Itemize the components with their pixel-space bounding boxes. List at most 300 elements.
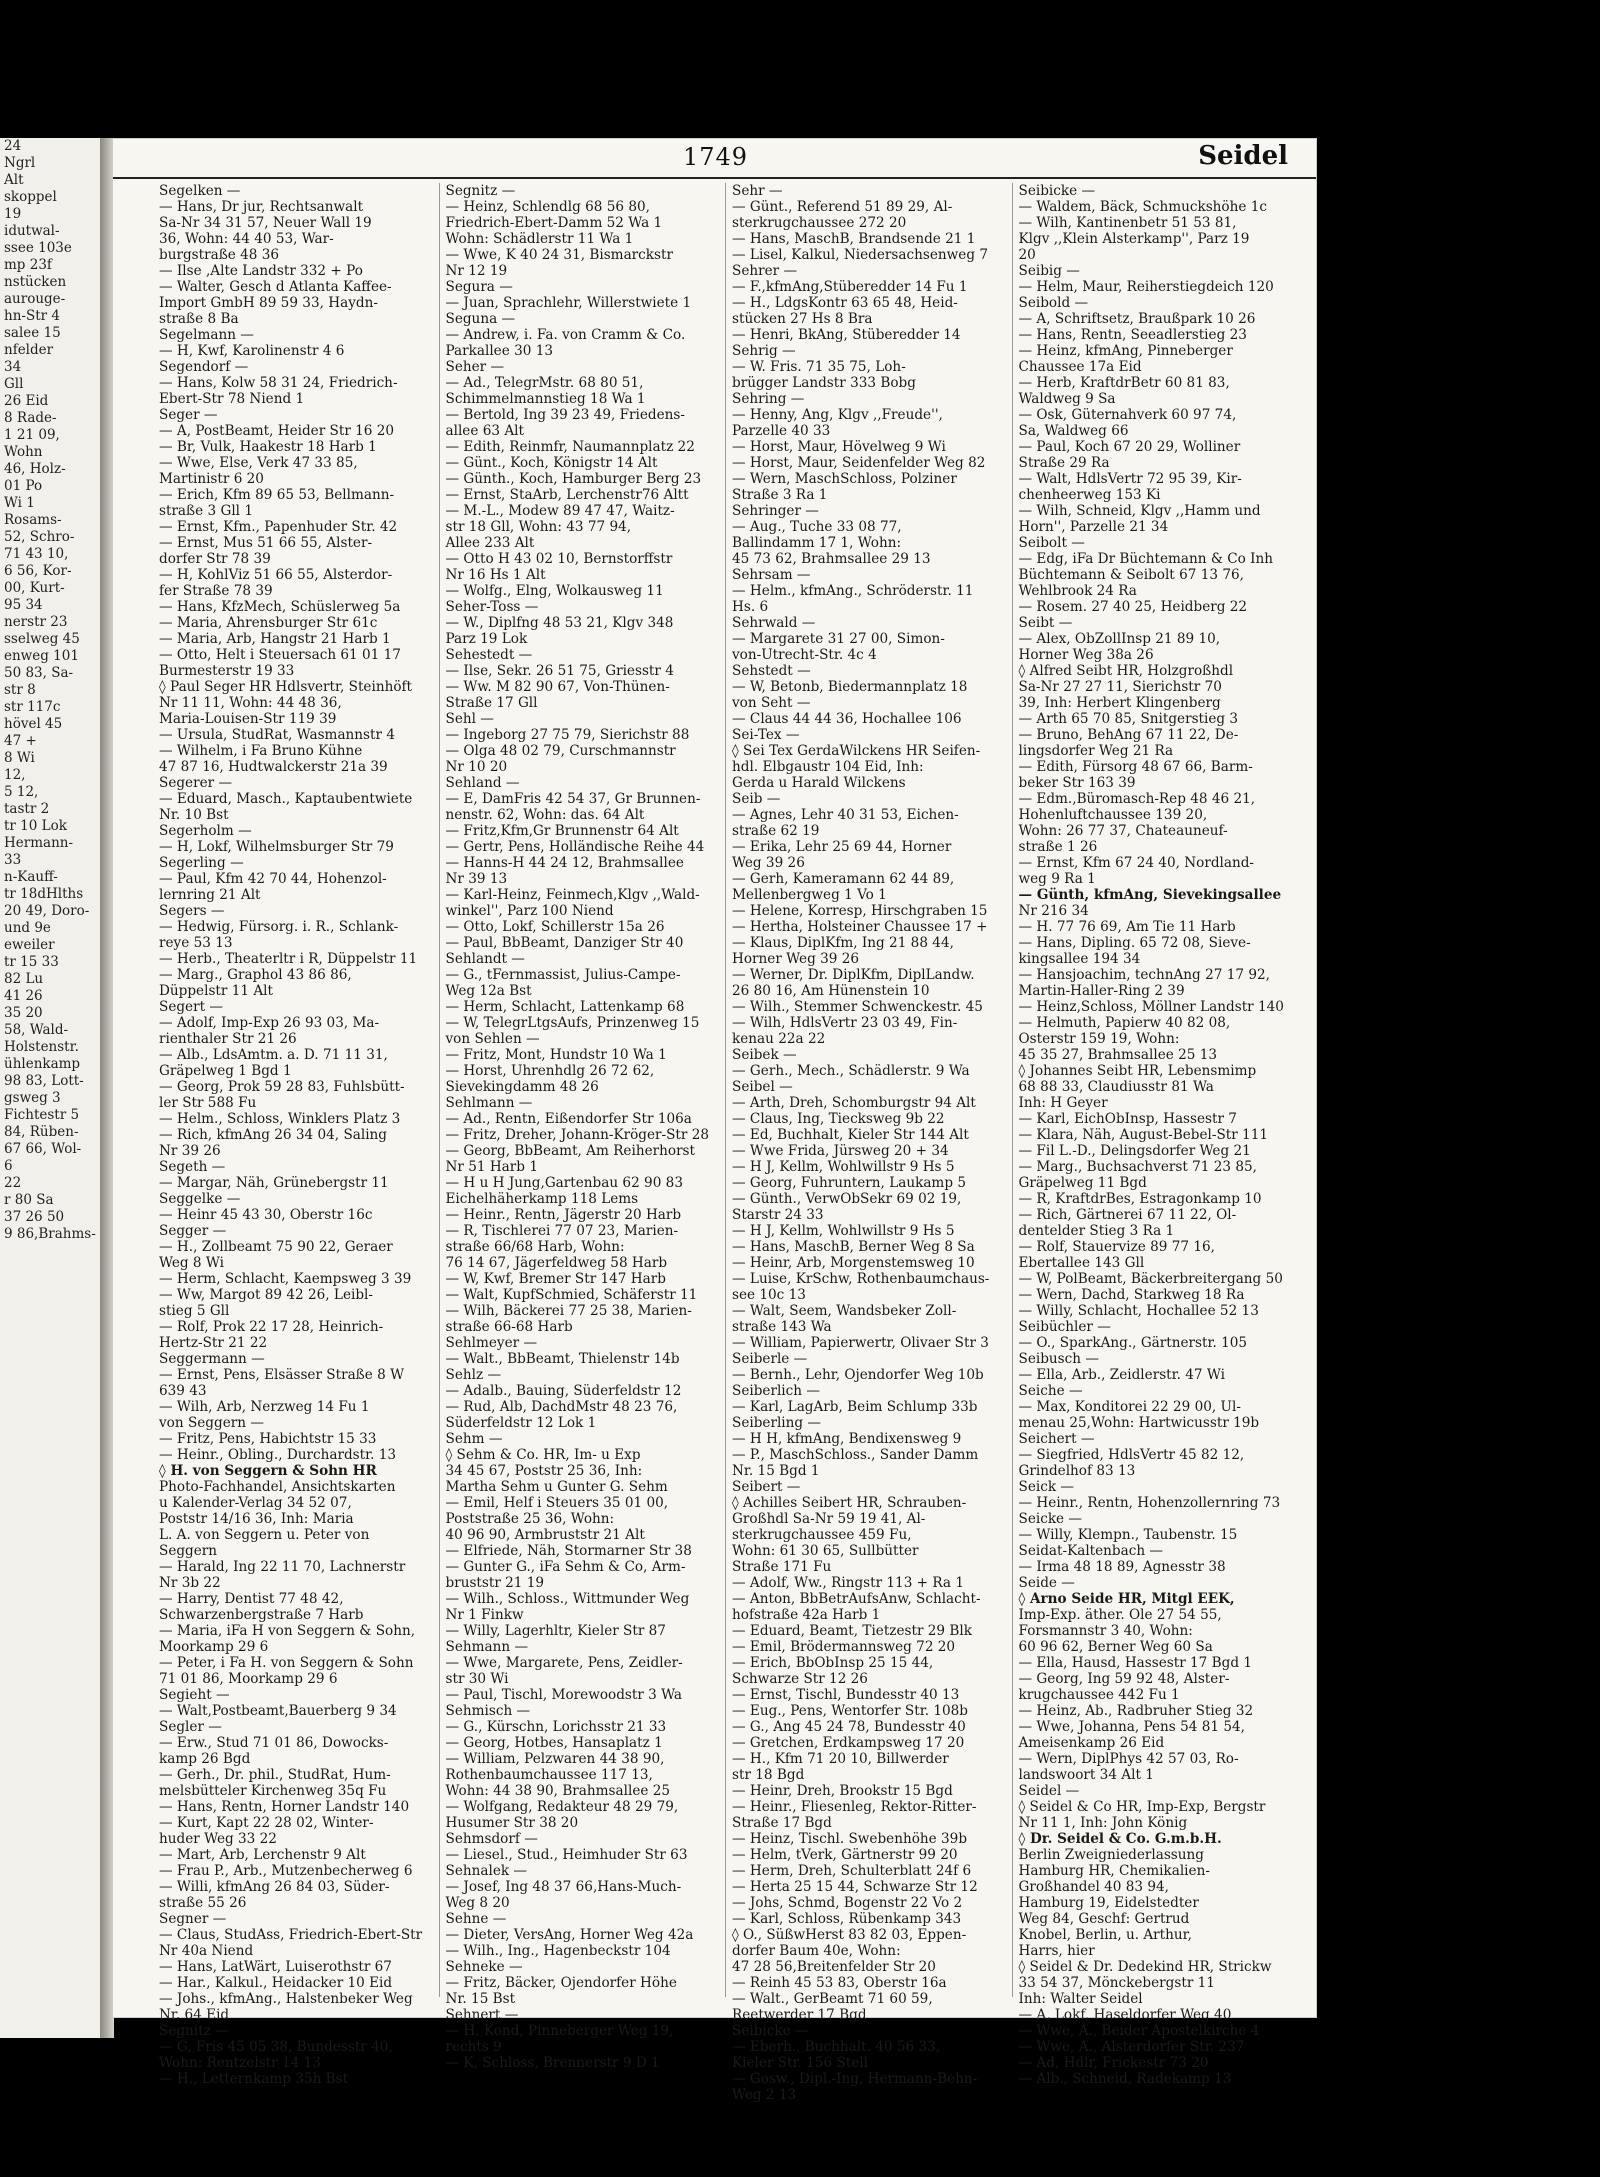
directory-entry: Sehland —: [445, 775, 520, 791]
left-page-line: 50 83, Sa-: [4, 665, 74, 681]
directory-entry: — Wern, DiplPhys 42 57 03, Ro-: [1018, 1751, 1239, 1767]
directory-entry: Seggelke —: [159, 1191, 241, 1207]
left-page-line: ssee 103e: [4, 240, 72, 256]
directory-entry: — Bernh., Lehr, Ojendorfer Weg 10b: [732, 1367, 984, 1383]
directory-entry: — R, KraftdrBes, Estragonkamp 10: [1018, 1191, 1262, 1207]
directory-entry: Sehrig —: [732, 343, 796, 359]
left-page-line: 5 12,: [4, 784, 39, 800]
directory-entry: — Adolf, Ww., Ringstr 113 + Ra 1: [732, 1575, 965, 1591]
directory-entry: — Paul, Kfm 42 70 44, Hohenzol-: [159, 871, 387, 887]
directory-entry: — Dieter, VersAng, Horner Weg 42a: [445, 1927, 694, 1943]
directory-entry: lingsdorfer Weg 21 Ra: [1018, 743, 1174, 759]
directory-entry: Segeth —: [159, 1159, 226, 1175]
directory-entry: — Otto, Lokf, Schillerstr 15a 26: [445, 919, 665, 935]
directory-entry: — Fritz,Kfm,Gr Brunnenstr 64 Alt: [445, 823, 679, 839]
directory-entry: — Fritz, Bäcker, Ojendorfer Höhe: [445, 1975, 677, 1991]
directory-entry: Nr 11 11, Wohn: 44 48 36,: [159, 695, 342, 711]
directory-entry: Segelmann —: [159, 327, 254, 343]
directory-entry: see 10c 13: [732, 1287, 806, 1303]
directory-entry: ler Str 588 Fu: [159, 1095, 257, 1111]
directory-entry: — H J, Kellm, Wohlwillstr 9 Hs 5: [732, 1223, 955, 1239]
directory-entry: — Walt,Postbeamt,Bauerberg 9 34: [159, 1703, 397, 1719]
directory-entry: — Ernst, Pens, Elsässer Straße 8 W: [159, 1367, 405, 1383]
directory-entry: Nr 51 Harb 1: [445, 1159, 538, 1175]
directory-entry: — Alb., LdsAmtm. a. D. 71 11 31,: [159, 1047, 388, 1063]
directory-entry: Büchtemann & Seibolt 67 13 76,: [1018, 567, 1244, 583]
directory-entry: stücken 27 Hs 8 Bra: [732, 311, 873, 327]
left-page-line: idutwal-: [4, 223, 60, 239]
directory-entry: — Anton, BbBetrAufsAnw, Schlacht-: [732, 1591, 981, 1607]
directory-entry: Wohn: 26 77 37, Chateauneuf-: [1018, 823, 1228, 839]
directory-entry: — Herb., Theaterltr i R, Düppelstr 11: [159, 951, 418, 967]
directory-entry: straße 55 26: [159, 1895, 247, 1911]
directory-entry: Sa, Waldweg 66: [1018, 423, 1129, 439]
directory-entry: — Hansjoachim, technAng 27 17 92,: [1018, 967, 1270, 983]
left-page-line: 12,: [4, 767, 26, 783]
left-page-line: 67 66, Wol-: [4, 1141, 82, 1157]
directory-entry: straße 1 26: [1018, 839, 1098, 855]
directory-entry: — Horst, Maur, Seidenfelder Weg 82: [732, 455, 986, 471]
directory-entry: — Wwe, A., Beider Apostelkirche 4: [1018, 2023, 1260, 2039]
directory-entry: — Henri, BkAng, Stüberedder 14: [732, 327, 961, 343]
directory-entry: Poststraße 25 36, Wohn:: [445, 1511, 615, 1527]
directory-entry: Straße 17 Gll: [445, 695, 538, 711]
directory-entry: 36, Wohn: 44 40 53, War-: [159, 231, 334, 247]
directory-entry: — Hans, MaschB, Brandsende 21 1: [732, 231, 976, 247]
directory-entry: Osterstr 159 19, Wohn:: [1018, 1031, 1180, 1047]
left-page-line: eweiler: [4, 937, 55, 953]
directory-entry: Wohn: 44 38 90, Brahmsallee 25: [445, 1783, 671, 1799]
left-page-line: 46, Holz-: [4, 461, 66, 477]
directory-entry: Segnitz —: [159, 2023, 229, 2039]
directory-entry: — W, TelegrLtgsAufs, Prinzenweg 15: [445, 1015, 700, 1031]
directory-entry: — Günth, kfmAng, Sievekingsallee: [1018, 887, 1282, 903]
directory-entry: sterkrugchaussee 459 Fu,: [732, 1527, 912, 1543]
directory-entry: — Ilse, Sekr. 26 51 75, Griesstr 4: [445, 663, 674, 679]
directory-entry: Imp-Exp. äther. Ole 27 54 55,: [1018, 1607, 1222, 1623]
directory-entry: — Ernst, StaArb, Lerchenstr76 Altt: [445, 487, 689, 503]
directory-entry: — Walter, Gesch d Atlanta Kaffee-: [159, 279, 392, 295]
directory-entry: — Heinz,Schloss, Möllner Landstr 140: [1018, 999, 1284, 1015]
directory-entry: — Walt., BbBeamt, Thielenstr 14b: [445, 1351, 680, 1367]
directory-entry: ◊ H. von Seggern & Sohn HR: [159, 1463, 377, 1479]
directory-entry: Knobel, Berlin, u. Arthur,: [1018, 1927, 1192, 1943]
directory-entry: — Adolf, Imp-Exp 26 93 03, Ma-: [159, 1015, 380, 1031]
directory-entry: — Karl-Heinz, Feinmech,Klgv ,,Wald-: [445, 887, 700, 903]
directory-entry: — Ilse ,Alte Landstr 332 + Po: [159, 263, 363, 279]
directory-entry: Klgv ,,Klein Alsterkamp'', Parz 19: [1018, 231, 1250, 247]
directory-entry: — Max, Konditorei 22 29 00, Ul-: [1018, 1399, 1241, 1415]
directory-entry: — Georg, Ing 59 92 48, Alster-: [1018, 1671, 1230, 1687]
directory-entry: — Emil, Helf i Steuers 35 01 00,: [445, 1495, 669, 1511]
directory-entry: — Hans, Dr jur, Rechtsanwalt: [159, 199, 364, 215]
directory-entry: Nr 10 20: [445, 759, 508, 775]
left-page-line: 8 Wi: [4, 750, 35, 766]
directory-entry: — Wwe, Margarete, Pens, Zeidler-: [445, 1655, 683, 1671]
directory-entry: — Walt, KupfSchmied, Schäferstr 11: [445, 1287, 698, 1303]
directory-entry: Seiberlich —: [732, 1383, 820, 1399]
directory-entry: — Georg, Hotbes, Hansaplatz 1: [445, 1735, 663, 1751]
directory-entry: — Agnes, Lehr 40 31 53, Eichen-: [732, 807, 959, 823]
directory-entry: — Erika, Lehr 25 69 44, Horner: [732, 839, 952, 855]
directory-entry: 76 14 67, Jägerfeldweg 58 Harb: [445, 1255, 668, 1271]
directory-entry: Berlin Zweigniederlassung: [1018, 1847, 1204, 1863]
directory-entry: — Alex, ObZollInsp 21 89 10,: [1018, 631, 1221, 647]
directory-entry: — Ella, Hausd, Hassestr 17 Bgd 1: [1018, 1655, 1253, 1671]
directory-entry: Gräpelweg 11 Bgd: [1018, 1175, 1147, 1191]
left-page-line: 01 Po: [4, 478, 43, 494]
directory-entry: Seiberling —: [732, 1415, 822, 1431]
directory-entry: melsbütteler Kirchenweg 35q Fu: [159, 1783, 387, 1799]
directory-entry: — Hans, Kolw 58 31 24, Friedrich-: [159, 375, 398, 391]
directory-entry: Reetwerder 17 Bgd: [732, 2007, 867, 2023]
scan-background: [1317, 0, 1600, 2177]
directory-entry: Seger —: [159, 407, 218, 423]
left-page-line: 95 34: [4, 597, 43, 613]
directory-entry: Seibt —: [1018, 615, 1073, 631]
left-page-line: 26 Eid: [4, 393, 49, 409]
directory-entry: Starstr 24 33: [732, 1207, 824, 1223]
directory-entry: Poststr 14/16 36, Inh: Maria: [159, 1511, 354, 1527]
directory-entry: straße 8 Ba: [159, 311, 239, 327]
directory-entry: Sehmann —: [445, 1639, 529, 1655]
left-page-line: hövel 45: [4, 716, 63, 732]
directory-entry: Gerda u Harald Wilckens: [732, 775, 906, 791]
directory-entry: 639 43: [159, 1383, 207, 1399]
left-page-line: Ngrl: [4, 155, 36, 171]
left-page-line: 35 20: [4, 1005, 43, 1021]
directory-column-2: [445, 183, 727, 2071]
directory-entry: Horn'', Parzelle 21 34: [1018, 519, 1169, 535]
left-page-line: sselweg 45: [4, 631, 80, 647]
directory-entry: Wohn: Rentzelstr 14 13: [159, 2055, 321, 2071]
directory-entry: — Wilh., Schloss., Wittmunder Weg: [445, 1591, 690, 1607]
directory-entry: — Mart, Arb, Lerchenstr 9 Alt: [159, 1847, 366, 1863]
directory-entry: — Ad, Hdlr, Frickestr 73 20: [1018, 2055, 1209, 2071]
directory-entry: — Günth., Koch, Hamburger Berg 23: [445, 471, 702, 487]
directory-entry: Harrs, hier: [1018, 1943, 1095, 1959]
directory-entry: Chaussee 17a Eid: [1018, 359, 1142, 375]
left-page-line: Gll: [4, 376, 24, 392]
directory-entry: Nr 1 Finkw: [445, 1607, 524, 1623]
directory-entry: 68 88 33, Claudiusstr 81 Wa: [1018, 1079, 1214, 1095]
directory-entry: Nr. 15 Bgd 1: [732, 1463, 820, 1479]
directory-entry: Parzelle 40 33: [732, 423, 831, 439]
header-rule: [113, 177, 1316, 179]
directory-entry: Seggern: [159, 1543, 218, 1559]
directory-entry: — F.,kfmAng,Stüberedder 14 Fu 1: [732, 279, 968, 295]
directory-entry: — Hans, Rentn, Seeadlerstieg 23: [1018, 327, 1247, 343]
directory-entry: — Bruno, BehAng 67 11 22, De-: [1018, 727, 1239, 743]
directory-entry: Seibolt —: [1018, 535, 1085, 551]
directory-entry: chenheerweg 153 Ki: [1018, 487, 1161, 503]
directory-entry: ◊ Arno Seide HR, Mitgl EEK,: [1018, 1591, 1235, 1607]
left-page-line: 82 Lu: [4, 971, 44, 987]
left-page-line: 22: [4, 1175, 22, 1191]
directory-entry: — Edg, iFa Dr Büchtemann & Co Inh: [1018, 551, 1274, 567]
directory-entry: Sehrwald —: [732, 615, 816, 631]
directory-entry: Inh: H Geyer: [1018, 1095, 1108, 1111]
directory-entry: — Irma 48 18 89, Agnesstr 38: [1018, 1559, 1226, 1575]
directory-entry: — Emil, Brödermannsweg 72 20: [732, 1639, 956, 1655]
directory-entry: Weg 8 20: [445, 1895, 510, 1911]
left-page-line: 41 26: [4, 988, 43, 1004]
directory-entry: — Gerh, Kameramann 62 44 89,: [732, 871, 955, 887]
directory-entry: — Waldem, Bäck, Schmuckshöhe 1c: [1018, 199, 1267, 215]
directory-entry: — Peter, i Fa H. von Seggern & Sohn: [159, 1655, 414, 1671]
directory-entry: Martha Sehm u Gunter G. Sehm: [445, 1479, 668, 1495]
directory-entry: — Fritz, Pens, Habichtstr 15 33: [159, 1431, 377, 1447]
directory-entry: — Wolfgang, Redakteur 48 29 79,: [445, 1799, 679, 1815]
directory-entry: — H., Letternkamp 35h Bst: [159, 2071, 349, 2087]
directory-entry: — Claus 44 44 36, Hochallee 106: [732, 711, 962, 727]
directory-entry: — Marg., Buchsachverst 71 23 85,: [1018, 1159, 1258, 1175]
directory-entry: — Elfriede, Näh, Stormarner Str 38: [445, 1543, 692, 1559]
directory-entry: — Josef, Ing 48 37 66,Hans-Much-: [445, 1879, 682, 1895]
directory-entry: Seiberle —: [732, 1351, 808, 1367]
directory-entry: L. A. von Seggern u. Peter von: [159, 1527, 370, 1543]
directory-entry: — Claus, Ing, Tiecksweg 9b 22: [732, 1111, 945, 1127]
directory-entry: kamp 26 Bgd: [159, 1751, 251, 1767]
directory-entry: — Günth., VerwObSekr 69 02 19,: [732, 1191, 962, 1207]
directory-entry: menau 25,Wohn: Hartwicusstr 19b: [1018, 1415, 1260, 1431]
directory-entry: von Sehlen —: [445, 1031, 540, 1047]
directory-entry: — Gretchen, Erdkampsweg 17 20: [732, 1735, 965, 1751]
directory-entry: von Seggern —: [159, 1415, 264, 1431]
left-page-line: 6: [4, 1158, 13, 1174]
directory-entry: Segner —: [159, 1911, 227, 1927]
directory-entry: — Rolf, Prok 22 17 28, Heinrich-: [159, 1319, 384, 1335]
left-page-line: Alt: [4, 172, 24, 188]
directory-entry: 33 54 37, Mönckebergstr 11: [1018, 1975, 1215, 1991]
directory-entry: 71 01 86, Moorkamp 29 6: [159, 1671, 338, 1687]
directory-entry: — Karl, EichObInsp, Hassestr 7: [1018, 1111, 1237, 1127]
left-page-line: r 80 Sa: [4, 1192, 54, 1208]
directory-entry: 47 87 16, Hudtwalckerstr 21a 39: [159, 759, 388, 775]
directory-entry: ◊ O., SüßwHerst 83 82 03, Eppen-: [732, 1927, 967, 1943]
directory-entry: — W. Fris. 71 35 75, Loh-: [732, 359, 906, 375]
directory-entry: Sehringer —: [732, 503, 819, 519]
directory-entry: — H, KohlViz 51 66 55, Alsterdor-: [159, 567, 393, 583]
directory-entry: — Willy, Lagerhltr, Kieler Str 87: [445, 1623, 666, 1639]
directory-entry: Sehnert —: [445, 2007, 519, 2023]
left-page-line: 00, Kurt-: [4, 580, 65, 596]
directory-entry: Hohenluftchaussee 139 20,: [1018, 807, 1208, 823]
directory-entry: Nr 216 34: [1018, 903, 1089, 919]
directory-columns: [159, 183, 1298, 2103]
left-page-line: ühlenkamp: [4, 1056, 81, 1072]
directory-entry: — Hans, LatWärt, Luiserothstr 67: [159, 1959, 392, 1975]
directory-entry: — Wwe Frida, Jürsweg 20 + 34: [732, 1143, 949, 1159]
left-page-line: Holstenstr.: [4, 1039, 79, 1055]
directory-entry: Seichert —: [1018, 1431, 1095, 1447]
directory-entry: Nr 12 19: [445, 263, 508, 279]
directory-entry: Seick —: [1018, 1479, 1074, 1495]
left-page-line: 9 86,Brahms-: [4, 1226, 96, 1242]
left-page-line: 24: [4, 138, 22, 154]
directory-entry: sterkrugchaussee 272 20: [732, 215, 907, 231]
directory-entry: — Günt., Referend 51 89 29, Al-: [732, 199, 953, 215]
directory-entry: Segerer —: [159, 775, 233, 791]
directory-entry: — Edith, Reinmfr, Naumannplatz 22: [445, 439, 695, 455]
left-page-line: hn-Str 4: [4, 308, 60, 324]
directory-entry: Segerholm —: [159, 823, 252, 839]
directory-entry: Sehlmeyer —: [445, 1335, 538, 1351]
directory-entry: — William, Papierwertr, Olivaer Str 3: [732, 1335, 989, 1351]
directory-entry: Photo-Fachhandel, Ansichtskarten: [159, 1479, 396, 1495]
directory-entry: Forsmannstr 3 40, Wohn:: [1018, 1623, 1193, 1639]
directory-entry: — Heinr., Fliesenleg, Rektor-Ritter-: [732, 1799, 977, 1815]
directory-entry: Segendorf —: [159, 359, 249, 375]
directory-entry: Segura —: [445, 279, 513, 295]
directory-entry: — Marg., Graphol 43 86 86,: [159, 967, 352, 983]
directory-entry: Burmesterstr 19 33: [159, 663, 295, 679]
directory-entry: — Georg, Fuhruntern, Laukamp 5: [732, 1175, 966, 1191]
directory-entry: Sehstedt —: [732, 663, 811, 679]
directory-entry: Straße 171 Fu: [732, 1559, 832, 1575]
directory-entry: — Henny, Ang, Klgv ,,Freude'',: [732, 407, 943, 423]
directory-entry: — R, Tischlerei 77 07 23, Marien-: [445, 1223, 679, 1239]
directory-entry: dorfer Str 78 39: [159, 551, 271, 567]
directory-entry: Sei-Tex —: [732, 727, 800, 743]
directory-entry: Weg 2 13: [732, 2087, 797, 2103]
left-page-line: 47 +: [4, 733, 37, 749]
directory-entry: Seibold —: [1018, 295, 1089, 311]
directory-entry: — Wwe, Johanna, Pens 54 81 54,: [1018, 1719, 1245, 1735]
directory-entry: ◊ Sei Tex GerdaWilckens HR Seifen-: [732, 743, 981, 759]
directory-entry: allee 63 Alt: [445, 423, 524, 439]
directory-entry: — Gerh., Mech., Schädlerstr. 9 Wa: [732, 1063, 970, 1079]
directory-entry: Segler —: [159, 1719, 222, 1735]
left-page-line: Wi 1: [4, 495, 35, 511]
directory-entry: Düppelstr 11 Alt: [159, 983, 273, 999]
directory-entry: — Wern, MaschSchloss, Polziner: [732, 471, 957, 487]
left-page-line: skoppel: [4, 189, 57, 205]
directory-entry: Sehestedt —: [445, 647, 533, 663]
directory-entry: 47 28 56,Breitenfelder Str 20: [732, 1959, 936, 1975]
left-page-line: 52, Schro-: [4, 529, 75, 545]
left-page-line: 71 43 10,: [4, 546, 69, 562]
directory-entry: rienthaler Str 21 26: [159, 1031, 297, 1047]
directory-entry: str 18 Gll, Wohn: 43 77 94,: [445, 519, 632, 535]
directory-entry: — Ww, Margot 89 42 26, Leibl-: [159, 1287, 373, 1303]
directory-entry: Seibicke —: [732, 2023, 809, 2039]
directory-entry: Seibek —: [732, 1047, 797, 1063]
directory-entry: — Andrew, i. Fa. von Cramm & Co.: [445, 327, 686, 343]
directory-entry: — Fritz, Dreher, Johann-Kröger-Str 28: [445, 1127, 710, 1143]
left-page-line: und 9e: [4, 920, 51, 936]
directory-entry: Seidel —: [1018, 1783, 1080, 1799]
directory-entry: von-Utrecht-Str. 4c 4: [732, 647, 877, 663]
left-page-line: salee 15: [4, 325, 61, 341]
directory-entry: Nr 3b 22: [159, 1575, 221, 1591]
directory-entry: — Rich, kfmAng 26 34 04, Saling: [159, 1127, 388, 1143]
directory-entry: Seguna —: [445, 311, 516, 327]
directory-entry: — Ad., TelegrMstr. 68 80 51,: [445, 375, 644, 391]
directory-entry: Ameisenkamp 26 Eid: [1018, 1735, 1165, 1751]
directory-entry: — Herm, Schlacht, Kaempsweg 3 39: [159, 1271, 412, 1287]
directory-entry: ◊ Johannes Seibt HR, Lebensmimp: [1018, 1063, 1257, 1079]
directory-entry: Sehrer —: [732, 263, 798, 279]
directory-entry: — Fritz, Mont, Hundstr 10 Wa 1: [445, 1047, 667, 1063]
directory-entry: — Rosem. 27 40 25, Heidberg 22: [1018, 599, 1248, 615]
directory-entry: Großhdl Sa-Nr 59 19 41, Al-: [732, 1511, 926, 1527]
directory-entry: — Otto, Helt i Steuersach 61 01 17: [159, 647, 401, 663]
left-page-line: gsweg 3: [4, 1090, 61, 1106]
directory-entry: — H., LdgsKontr 63 65 48, Heid-: [732, 295, 958, 311]
directory-entry: — Reinh 45 53 83, Oberstr 16a: [732, 1975, 947, 1991]
directory-entry: Weg 8 Wi: [159, 1255, 224, 1271]
directory-entry: — Wilh., Ing., Hagenbeckstr 104: [445, 1943, 671, 1959]
directory-entry: beker Str 163 39: [1018, 775, 1136, 791]
directory-entry: Sehlz —: [445, 1367, 502, 1383]
directory-entry: — Arth 65 70 85, Snitgerstieg 3: [1018, 711, 1239, 727]
directory-entry: — Rud, Alb, DachdMstr 48 23 76,: [445, 1399, 678, 1415]
directory-entry: — Edith, Fürsorg 48 67 66, Barm-: [1018, 759, 1253, 775]
directory-entry: — Günt., Koch, Königstr 14 Alt: [445, 455, 658, 471]
directory-entry: — Margarete 31 27 00, Simon-: [732, 631, 945, 647]
directory-entry: — Hanns-H 44 24 12, Brahmsallee: [445, 855, 684, 871]
directory-entry: burgstraße 48 36: [159, 247, 280, 263]
directory-entry: — Margar, Näh, Grünebergstr 11: [159, 1175, 389, 1191]
left-page-line: 34: [4, 359, 22, 375]
directory-entry: Horner Weg 39 26: [732, 951, 860, 967]
directory-entry: Seher —: [445, 359, 505, 375]
directory-entry: Wohn: 61 30 65, Sullbütter: [732, 1543, 919, 1559]
left-page-line: 6 56, Kor-: [4, 563, 72, 579]
directory-entry: dentelder Stieg 3 Ra 1: [1018, 1223, 1175, 1239]
directory-entry: Sehneke —: [445, 1959, 523, 1975]
directory-entry: — William, Pelzwaren 44 38 90,: [445, 1751, 665, 1767]
directory-entry: — Maria, Ahrensburger Str 61c: [159, 615, 378, 631]
directory-column-1: [159, 183, 440, 2087]
directory-entry: Weg 39 26: [732, 855, 805, 871]
directory-entry: — H H, kfmAng, Bendixensweg 9: [732, 1431, 962, 1447]
directory-entry: — Paul, Koch 67 20 29, Wolliner: [1018, 439, 1241, 455]
directory-entry: — K, Schloss, Brennerstr 9 D 1: [445, 2055, 660, 2071]
directory-entry: — Bertold, Ing 39 23 49, Friedens-: [445, 407, 686, 423]
directory-entry: Grindelhof 83 13: [1018, 1463, 1136, 1479]
directory-entry: — H, Lokf, Wilhelmsburger Str 79: [159, 839, 394, 855]
directory-entry: fer Straße 78 39: [159, 583, 273, 599]
directory-entry: Nr. 64 Eid: [159, 2007, 230, 2023]
directory-entry: Hertz-Str 21 22: [159, 1335, 268, 1351]
directory-entry: Weg 84, Geschf: Gertrud: [1018, 1911, 1190, 1927]
directory-entry: — Horst, Maur, Hövelweg 9 Wi: [732, 439, 946, 455]
directory-entry: — W, Betonb, Biedermannplatz 18: [732, 679, 968, 695]
directory-entry: stieg 5 Gll: [159, 1303, 230, 1319]
directory-entry: — Georg, Prok 59 28 83, Fuhlsbütt-: [159, 1079, 405, 1095]
directory-entry: — Luise, KrSchw, Rothenbaumchaus-: [732, 1271, 990, 1287]
directory-entry: Sehmsdorf —: [445, 1831, 538, 1847]
left-page-line: 84, Rüben-: [4, 1124, 79, 1140]
directory-entry: — Ernst, Kfm., Papenhuder Str. 42: [159, 519, 398, 535]
directory-entry: Seibig —: [1018, 263, 1080, 279]
directory-entry: — Heinr., Rentn, Jägerstr 20 Harb: [445, 1207, 682, 1223]
directory-entry: Seher-Toss —: [445, 599, 539, 615]
directory-entry: Ebert-Str 78 Niend 1: [159, 391, 305, 407]
directory-entry: — Fil L.-D., Delingsdorfer Weg 21: [1018, 1143, 1251, 1159]
directory-entry: — Erich, BbObInsp 25 15 44,: [732, 1655, 934, 1671]
directory-entry: brügger Landstr 333 Bobg: [732, 375, 916, 391]
directory-entry: — Heinz, Tischl. Swebenhöhe 39b: [732, 1831, 968, 1847]
directory-entry: — Gertr, Pens, Holländische Reihe 44: [445, 839, 705, 855]
directory-entry: ◊ Seidel & Dr. Dedekind HR, Strickw: [1018, 1959, 1272, 1975]
directory-entry: — Frau P., Arb., Mutzenbecherweg 6: [159, 1863, 413, 1879]
directory-entry: — Eberh., Buchhalt. 40 56 33,: [732, 2039, 941, 2055]
directory-entry: — Karl, LagArb, Beim Schlump 33b: [732, 1399, 978, 1415]
left-page-line: aurouge-: [4, 291, 66, 307]
